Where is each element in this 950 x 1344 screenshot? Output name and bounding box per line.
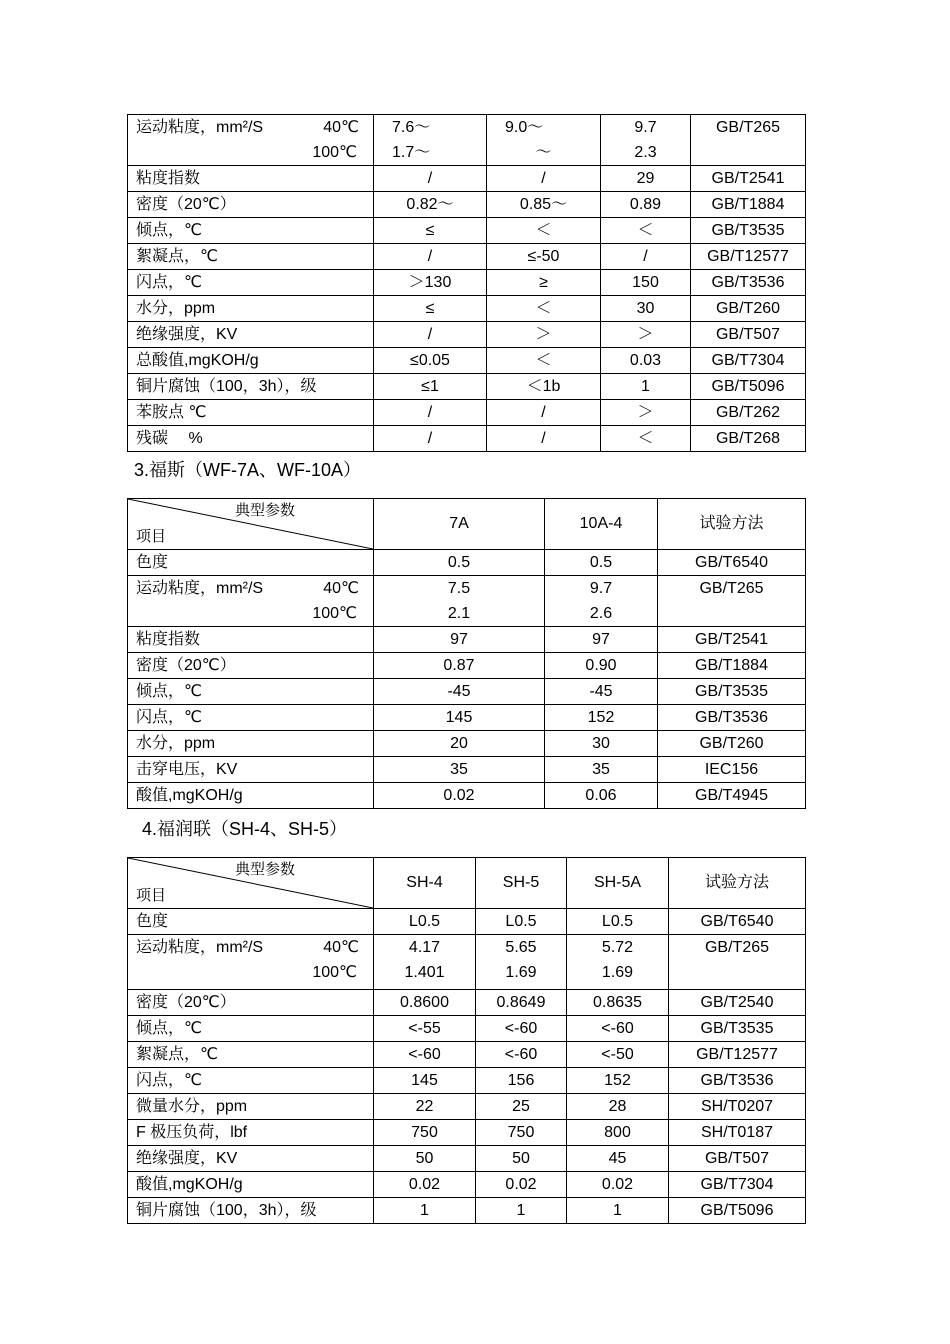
col-header-sh4: SH-4	[374, 858, 476, 909]
table-row: 密度（20℃） 0.82～ 0.85～ 0.89 GB/T1884	[128, 192, 806, 218]
table-row: 击穿电压，KV 35 35 IEC156	[128, 757, 806, 783]
table-row: 絮凝点，℃ / ≤-50 / GB/T12577	[128, 244, 806, 270]
table-row: 苯胺点 ℃ / / ＞ GB/T262	[128, 400, 806, 426]
table-row: 酸值,mgKOH/g 0.02 0.06 GB/T4945	[128, 783, 806, 809]
header-row	[128, 858, 806, 909]
table-row: 水分，ppm ≤ ＜ 30 GB/T260	[128, 296, 806, 322]
table-row: 水分，ppm 20 30 GB/T260	[128, 731, 806, 757]
col-header-method: 试验方法	[658, 499, 806, 550]
table-row: 运动粘度，mm²/S 40℃ 100℃ 7.6～ 1.7～ 9.0～ ～ 9.7 2.3 GB/T265	[128, 115, 806, 166]
section-3-heading: 3.福斯（WF-7A、WF-10A）	[134, 460, 362, 480]
spec-table-4	[127, 857, 806, 1224]
table-row: 粘度指数 97 97 GB/T2541	[128, 627, 806, 653]
spec-table-3	[127, 498, 806, 809]
table-row: 总酸值,mgKOH/g ≤0.05 ＜ 0.03 GB/T7304	[128, 348, 806, 374]
col-header-method: 试验方法	[669, 858, 806, 909]
diagonal-header-cell: 典型参数 项目	[128, 858, 374, 909]
col-header-7a: 7A	[374, 499, 545, 550]
diagonal-header-cell: 典型参数 项目	[128, 499, 374, 550]
table-row: 闪点，℃ 145 152 GB/T3536	[128, 705, 806, 731]
table-row: 倾点，℃ -45 -45 GB/T3535	[128, 679, 806, 705]
table-row: 微量水分，ppm 22 25 28 SH/T0207	[128, 1094, 806, 1120]
table-row: F 极压负荷，lbf 750 750 800 SH/T0187	[128, 1120, 806, 1146]
section-4-heading: 4.福润联（SH-4、SH-5）	[142, 819, 348, 839]
table-row: 运动粘度，mm²/S 40℃ 100℃ 4.17 1.401 5.65 1.69 5.72 1.69 GB/T265	[128, 935, 806, 990]
table-row: 倾点，℃ <-55 <-60 <-60 GB/T3535	[128, 1016, 806, 1042]
table-row: 密度（20℃） 0.87 0.90 GB/T1884	[128, 653, 806, 679]
header-row	[128, 499, 806, 550]
col-header-sh5: SH-5	[476, 858, 567, 909]
table-row: 绝缘强度，KV 50 50 45 GB/T507	[128, 1146, 806, 1172]
table-row: 酸值,mgKOH/g 0.02 0.02 0.02 GB/T7304	[128, 1172, 806, 1198]
col-header-10a: 10A-4	[545, 499, 658, 550]
table-row: 铜片腐蚀（100，3h），级 ≤1 ＜1b 1 GB/T5096	[128, 374, 806, 400]
table-row: 绝缘强度，KV / ＞ ＞ GB/T507	[128, 322, 806, 348]
table-row: 残碳 % / / ＜ GB/T268	[128, 426, 806, 452]
table-row: 色度 L0.5 L0.5 L0.5 GB/T6540	[128, 909, 806, 935]
col-header-sh5a: SH-5A	[567, 858, 669, 909]
table-row: 闪点，℃ ＞130 ≥ 150 GB/T3536	[128, 270, 806, 296]
spec-table-1	[127, 114, 806, 452]
table-row: 粘度指数 / / 29 GB/T2541	[128, 166, 806, 192]
table-row: 密度（20℃） 0.8600 0.8649 0.8635 GB/T2540	[128, 990, 806, 1016]
table-row: 运动粘度，mm²/S 40℃ 100℃ 7.5 2.1 9.7 2.6 GB/T265	[128, 576, 806, 627]
row-label: 运动粘度，mm²/S 40℃ 100℃	[128, 115, 374, 166]
table-row: 倾点，℃ ≤ ＜ ＜ GB/T3535	[128, 218, 806, 244]
table-row: 闪点，℃ 145 156 152 GB/T3536	[128, 1068, 806, 1094]
table-row: 铜片腐蚀（100，3h），级 1 1 1 GB/T5096	[128, 1198, 806, 1224]
table-row: 絮凝点，℃ <-60 <-60 <-50 GB/T12577	[128, 1042, 806, 1068]
table-row: 色度 0.5 0.5 GB/T6540	[128, 550, 806, 576]
